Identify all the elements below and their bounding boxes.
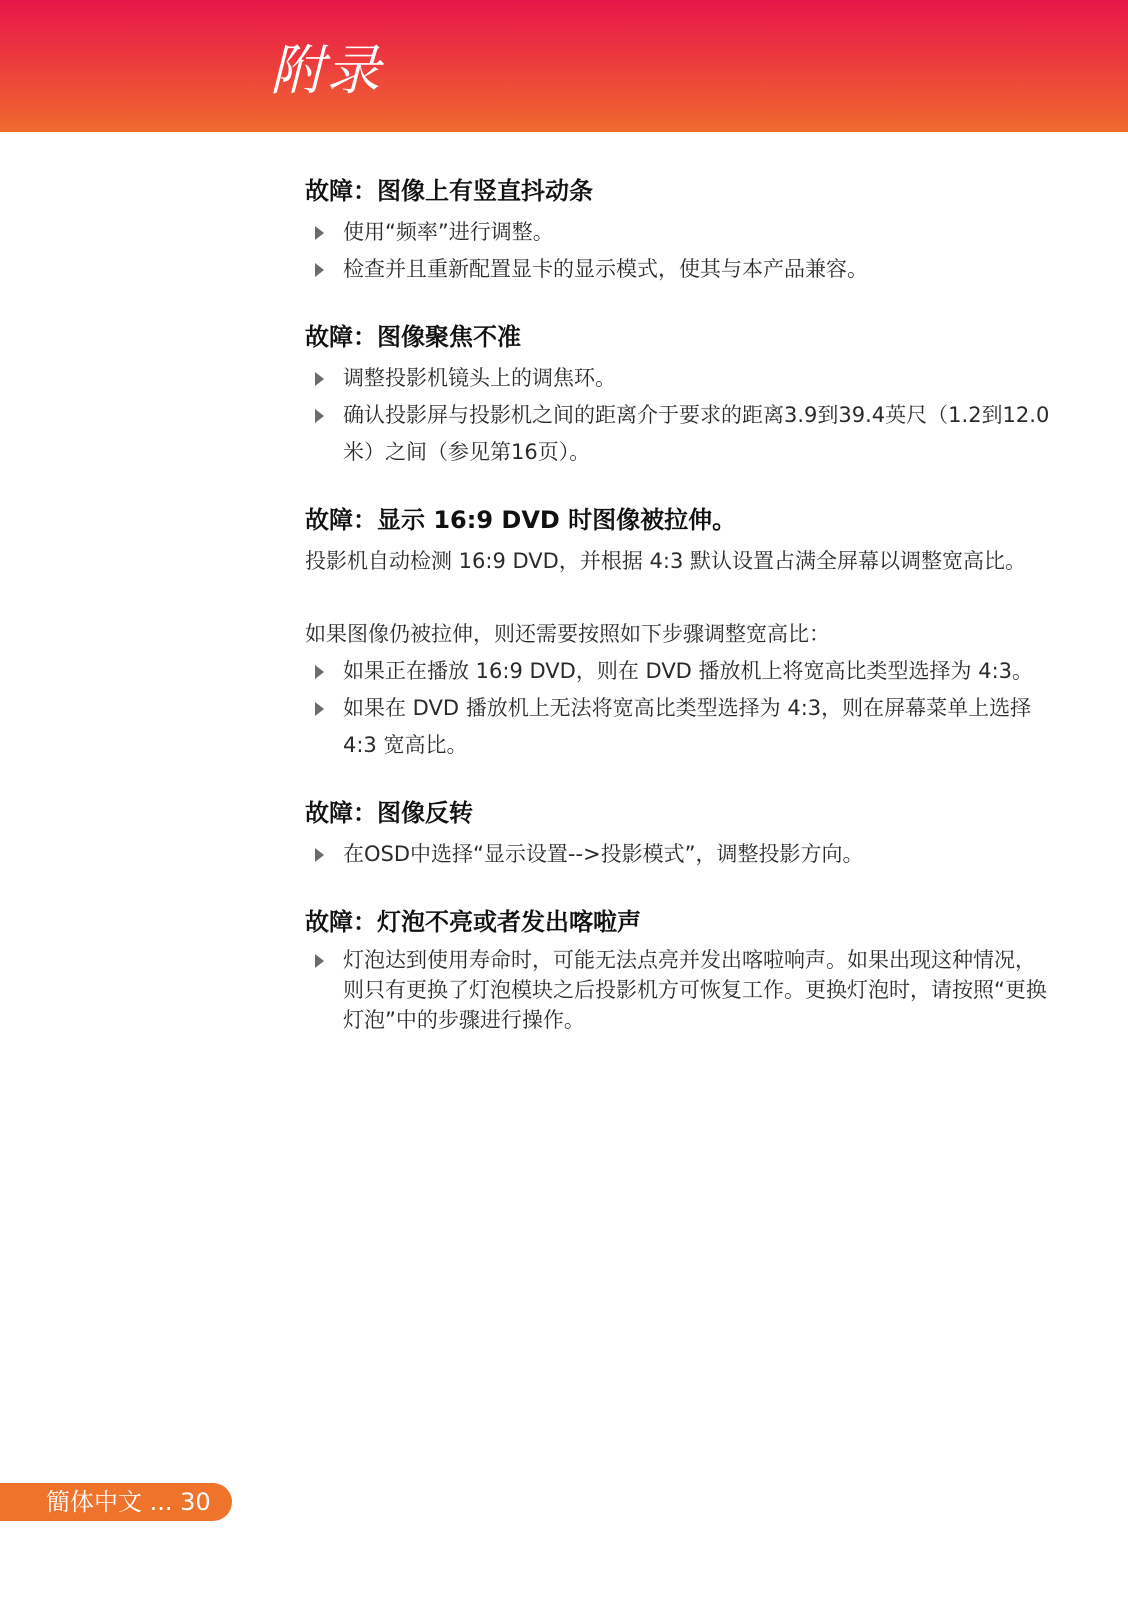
list-item [305,251,1050,288]
list-item-text: 如果正在播放 16:9 DVD，则在 DVD 播放机上将宽高比类型选择为 4:3。 [343,659,1034,683]
list-item-text: 如果在 DVD 播放机上无法将宽高比类型选择为 4:3，则在屏幕菜单上选择 4:3 宽高比。 [343,696,1032,757]
section-image-inverted [305,798,1050,873]
bullet-arrow-icon [315,702,324,716]
paragraph: 如果图像仍被拉伸，则还需要按照如下步骤调整宽高比： [305,622,830,646]
bullet-arrow-icon [315,409,324,423]
list-item-text: 灯泡达到使用寿命时，可能无法点亮并发出喀啦响声。如果出现这种情况，则只有更换了灯泡模块之后投影机方可恢复工作。更换灯泡时，请按照“更换灯泡”中的步骤进行操作。 [343,948,1047,1032]
section-vertical-jitter [305,176,1050,288]
list-item-text: 检查并且重新配置显卡的显示模式，使其与本产品兼容。 [343,257,868,281]
section-title: 故障：图像上有竖直抖动条 [305,177,593,205]
list-item [305,360,1050,397]
list-item [305,945,1050,1035]
list-item-text: 确认投影屏与投影机之间的距离介于要求的距离3.9到39.4英尺（1.2到12.0米）之间（参见第16页）。 [343,403,1050,464]
list-item [305,690,1050,764]
list-item-text: 使用“频率”进行调整。 [343,220,554,244]
footer-page-tab [0,1483,232,1521]
section-title: 故障：灯泡不亮或者发出喀啦声 [305,908,641,936]
list-item [305,214,1050,251]
section-dvd-stretch [305,505,1050,764]
section-focus [305,322,1050,471]
list-item [305,397,1050,471]
bullet-arrow-icon [315,372,324,386]
page-number: 簡体中文 ... 30 [46,1488,211,1516]
list-item-text: 调整投影机镜头上的调焦环。 [343,366,616,390]
section-title: 故障：图像聚焦不准 [305,323,521,351]
section-lamp [305,907,1050,1035]
bullet-arrow-icon [315,848,324,862]
list-item-text: 在OSD中选择“显示设置-->投影模式”，调整投影方向。 [343,842,864,866]
section-title: 故障：显示 16:9 DVD 时图像被拉伸。 [305,506,737,534]
list-item [305,836,1050,873]
bullet-arrow-icon [315,263,324,277]
main-content [305,176,1050,1069]
bullet-arrow-icon [315,954,324,968]
list-item [305,653,1050,690]
paragraph: 投影机自动检测 16:9 DVD，并根据 4:3 默认设置占满全屏幕以调整宽高比。 [305,549,1026,573]
bullet-arrow-icon [315,665,324,679]
header-band [0,0,1128,132]
bullet-arrow-icon [315,226,324,240]
section-title: 故障：图像反转 [305,799,473,827]
page-title: 附录 [270,39,382,102]
